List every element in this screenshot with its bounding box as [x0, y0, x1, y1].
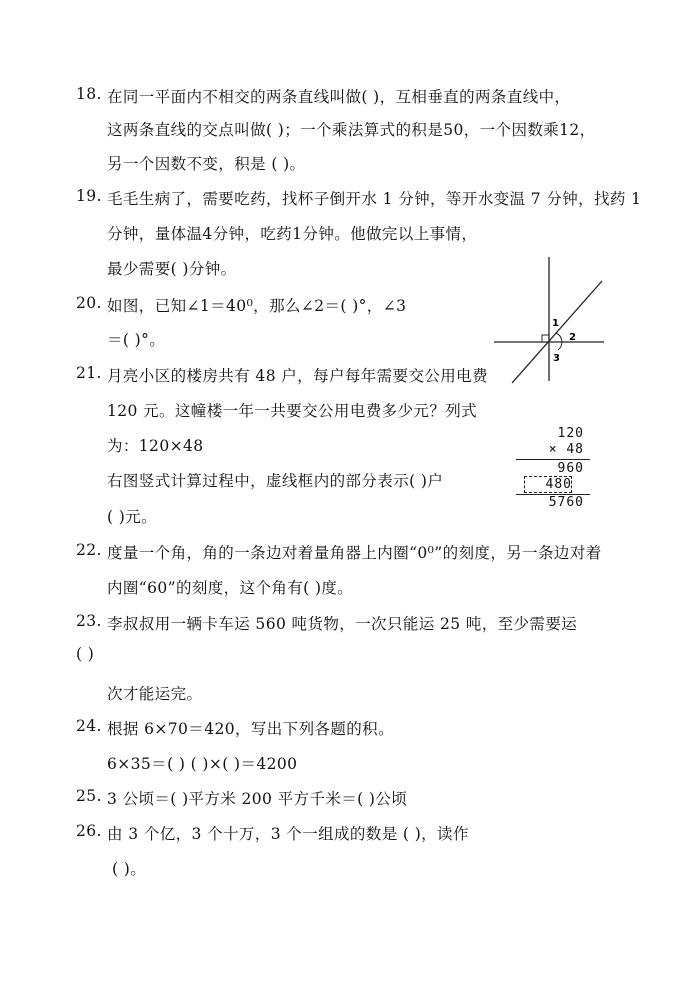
q23-line-2: ( )	[76, 645, 95, 663]
q22-line-2: 内圈“60”的刻度，这个角有( )度。	[107, 579, 354, 597]
q23-number: 23.	[76, 612, 102, 630]
q21-line-1: 月亮小区的楼房共有 48 户，每户每年需要交公用电费	[107, 367, 488, 385]
q24-number: 24.	[76, 717, 102, 735]
q25-number: 25.	[76, 787, 102, 805]
q23-line-1: 李叔叔用一辆卡车运 560 吨货物，一次只能运 25 吨，至少需要运	[107, 615, 578, 633]
right-angle-mark	[542, 335, 549, 342]
q18-line-2: 这两条直线的交点叫做( )；一个乘法算式的积是50，一个因数乘12，	[107, 121, 596, 139]
q18-number: 18.	[76, 85, 102, 103]
q26-line-2: ( )。	[112, 860, 147, 878]
q26-number: 26.	[76, 822, 102, 840]
final-product: 5760	[548, 495, 584, 510]
q21-line-4: 右图竖式计算过程中，虚线框内的部分表示( )户	[107, 472, 444, 490]
q20-number: 20.	[76, 294, 102, 312]
q23-line-3: 次才能运完。	[107, 685, 203, 703]
angle-label-1: 1	[552, 318, 559, 329]
q26-line-1: 由 3 个亿，3 个十万，3 个一组成的数是 ( )，读作	[107, 825, 469, 843]
q20-line-2: ＝( )°。	[107, 331, 166, 349]
angle-label-2: 2	[569, 332, 576, 343]
q21-number: 21.	[76, 364, 102, 382]
q20-line-1: 如图，已知∠1＝40⁰，那么∠2＝( )°，∠3	[107, 297, 407, 315]
q24-line-1: 根据 6×70＝420，写出下列各题的积。	[107, 720, 394, 738]
multiplier: × 48	[548, 442, 584, 457]
q19-line-2: 分钟，量体温4分钟，吃药1分钟。他做完以上事情，	[107, 225, 478, 243]
q18-line-1: 在同一平面内不相交的两条直线叫做( )，互相垂直的两条直线中，	[107, 88, 571, 106]
q21-line-3: 为：120×48	[107, 437, 204, 455]
partial-product-2: 480	[545, 477, 572, 492]
q22-number: 22.	[76, 541, 102, 559]
vertical-multiplication	[512, 426, 592, 511]
angle-label-3: 3	[553, 353, 560, 364]
multiplicand: 120	[557, 426, 584, 441]
slanted-line	[512, 281, 602, 383]
angle-figure	[492, 253, 607, 388]
rule-line-1	[516, 459, 590, 460]
q21-line-5: ( )元。	[107, 508, 158, 526]
q19-number: 19.	[76, 187, 102, 205]
q18-line-3: 另一个因数不变，积是 ( )。	[107, 155, 306, 173]
partial-product-1: 960	[557, 461, 584, 476]
q24-line-2: 6×35＝( ) ( )×( )＝4200	[107, 755, 298, 773]
q22-line-1: 度量一个角，角的一条边对着量角器上内圈“0⁰”的刻度，另一条边对着	[107, 544, 602, 562]
q21-line-2: 120 元。这幢楼一年一共要交公用电费多少元？列式	[107, 402, 478, 420]
q19-line-3: 最少需要( )分钟。	[107, 260, 237, 278]
q25-line-1: 3 公顷＝( )平方米 200 平方千米＝( )公顷	[107, 790, 408, 808]
q19-line-1: 毛毛生病了，需要吃药，找杯子倒开水 1 分钟，等开水变温 7 分钟，找药 1	[107, 190, 642, 208]
